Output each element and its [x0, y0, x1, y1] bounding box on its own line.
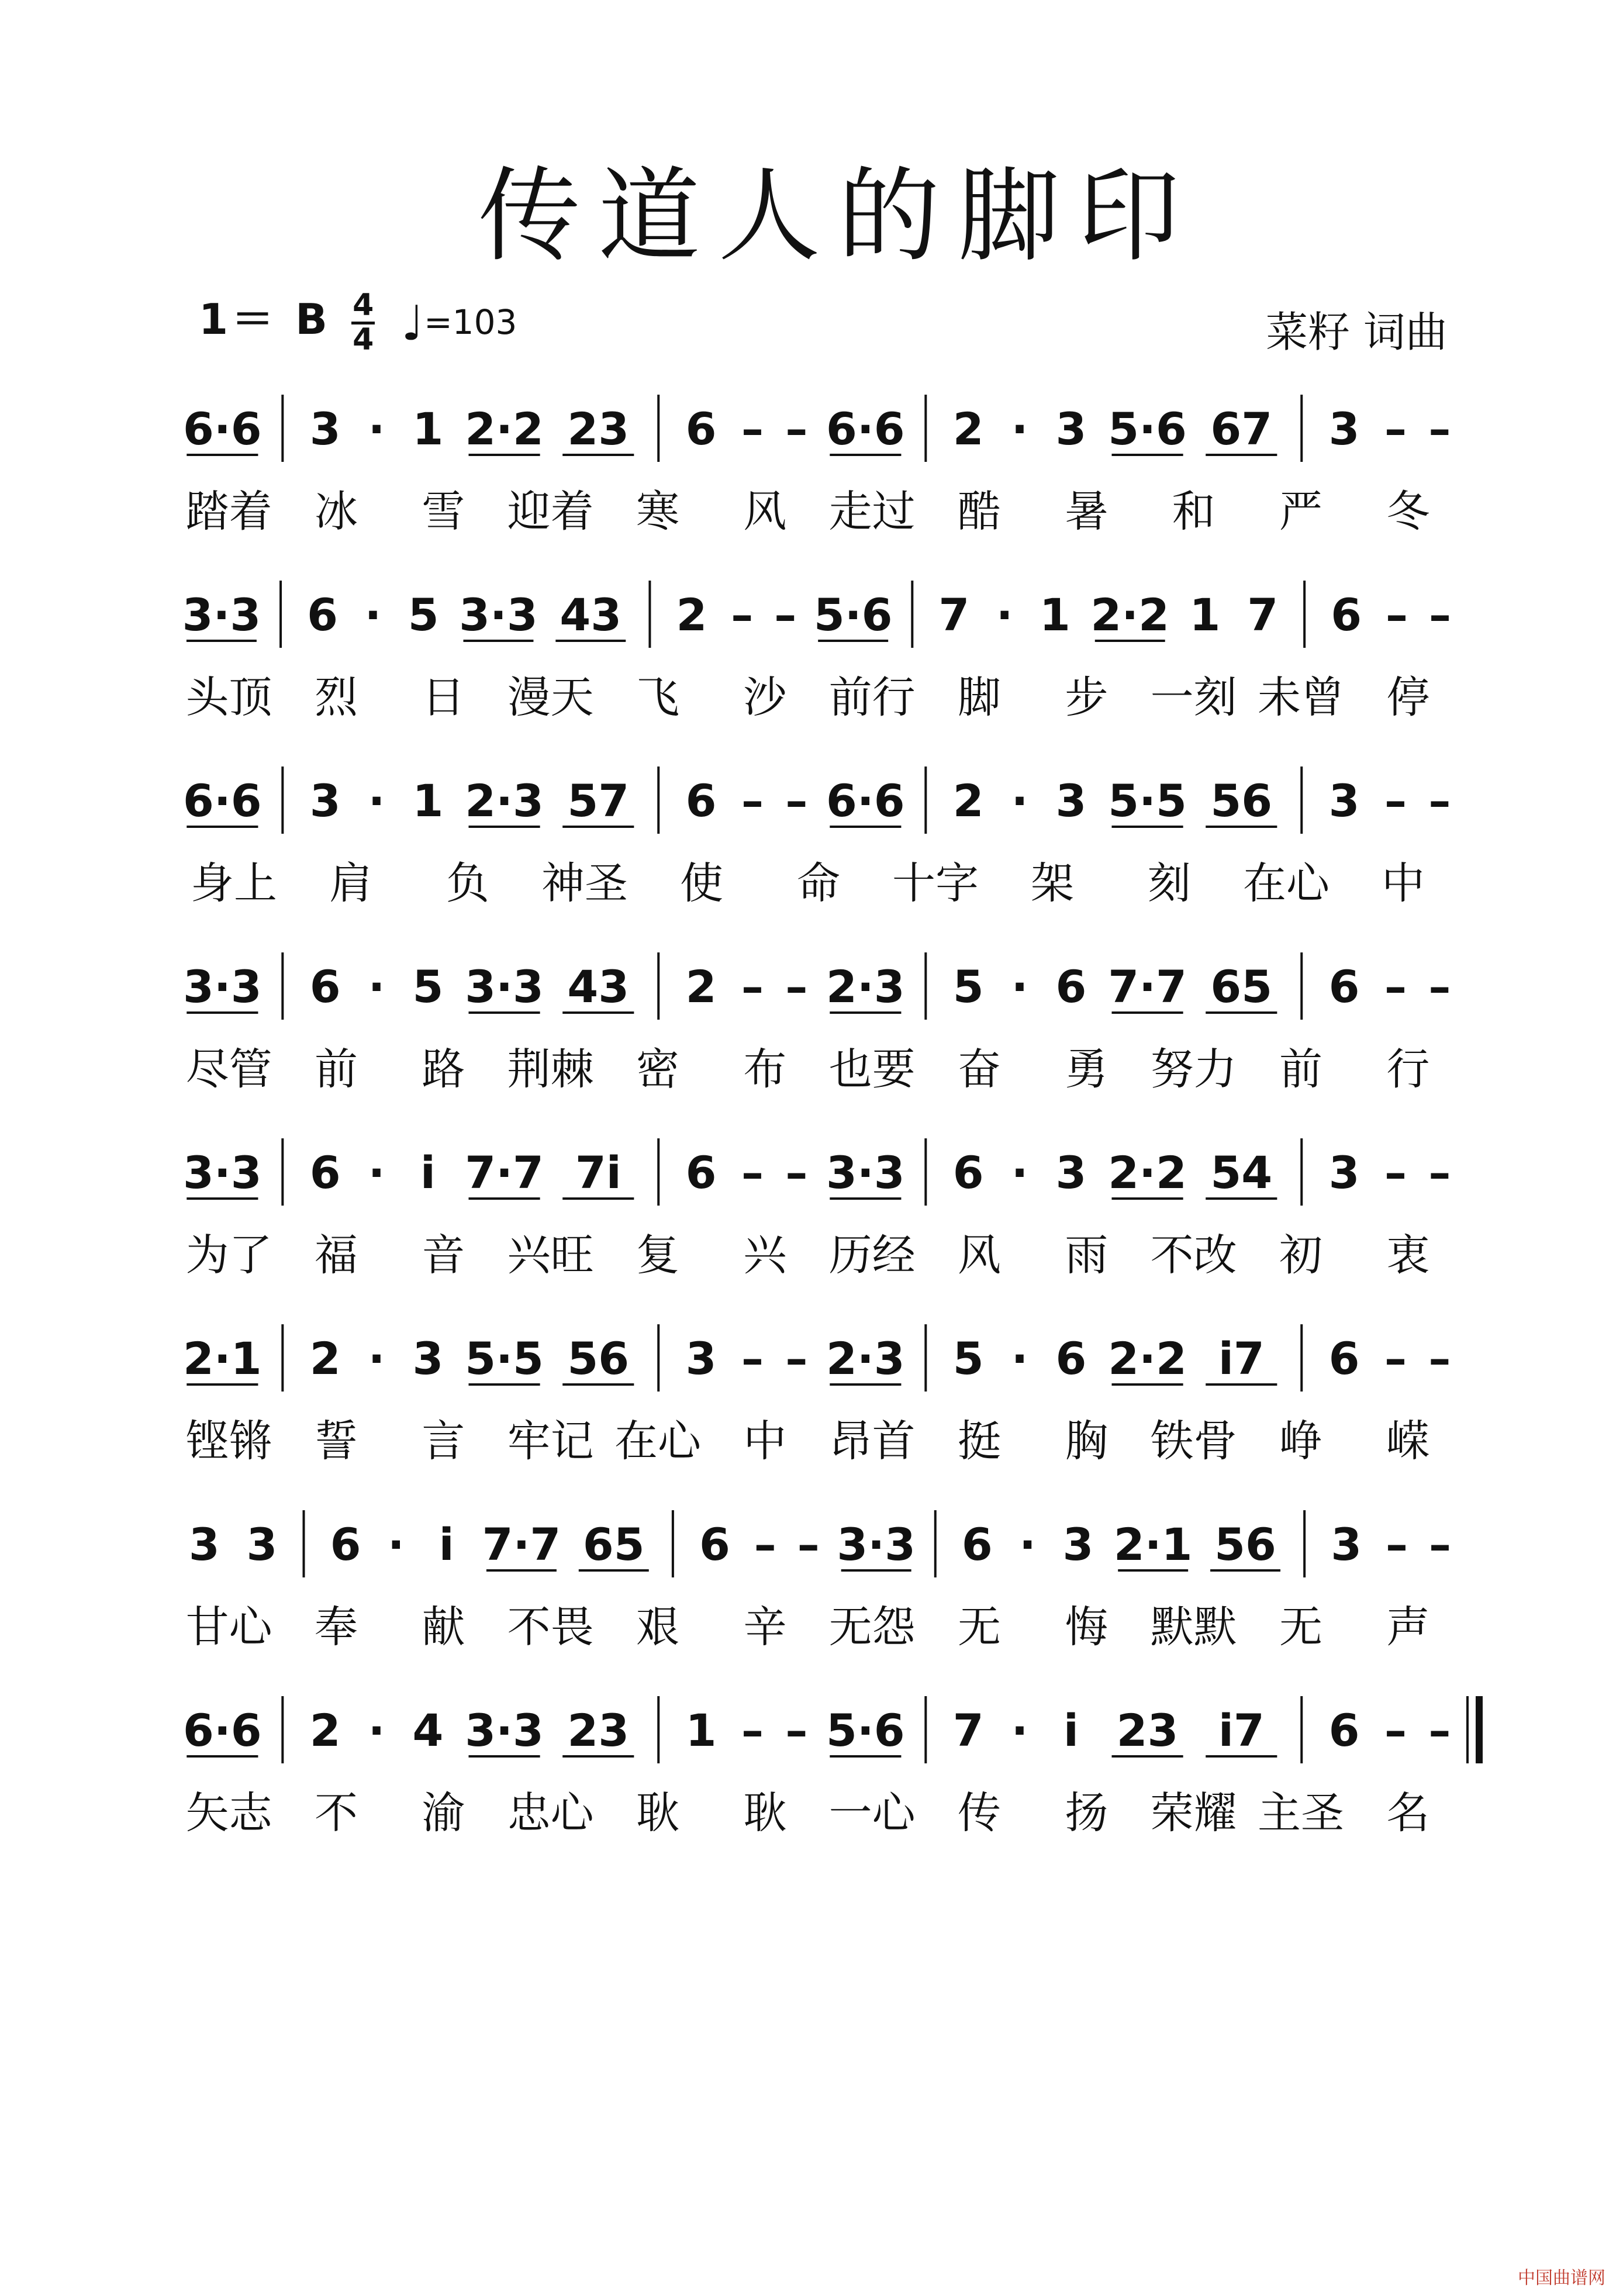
tempo-value: =103 — [424, 302, 517, 342]
dash-extension: – — [1386, 589, 1408, 641]
note-group: 2·1 — [183, 1332, 262, 1384]
lyric-word: 肩 — [329, 858, 372, 909]
lyric-word: 前 — [1279, 1044, 1322, 1095]
lyric-word: 步 — [1065, 672, 1109, 723]
score-system — [183, 1324, 1451, 1466]
lyric-word: 漫天 — [507, 672, 594, 723]
lyric-word: 脚 — [958, 672, 1001, 723]
lyric-word: 飞 — [636, 672, 679, 723]
lyric-word: 命 — [797, 858, 840, 909]
dot-extension: · — [1011, 1147, 1028, 1199]
note-group: 4 — [412, 1704, 444, 1756]
lyric-word: 铁骨 — [1150, 1416, 1237, 1466]
author-credit: 菜籽 词曲 — [1266, 308, 1448, 357]
lyric-word: 走过 — [828, 486, 916, 537]
lyric-word: 艰 — [636, 1602, 679, 1652]
lyric-word: 雪 — [422, 486, 465, 537]
note-group: 7i — [575, 1147, 621, 1199]
lyric-word: 誓 — [315, 1416, 358, 1466]
note-group: 2 — [952, 775, 984, 827]
note-group: 2·2 — [1108, 1147, 1187, 1199]
lyric-word: 冬 — [1386, 486, 1430, 537]
lyric-word: 冰 — [315, 486, 358, 537]
note-group: 3 — [1055, 775, 1087, 827]
lyric-word: 福 — [315, 1230, 358, 1280]
note-group: 2·1 — [1113, 1518, 1193, 1570]
dash-extension: – — [741, 1332, 764, 1384]
note-group: 6 — [961, 1518, 993, 1570]
lyric-word: 不 — [315, 1788, 358, 1838]
dot-extension: · — [368, 1704, 385, 1756]
lyric-word: 酷 — [958, 486, 1001, 537]
note-group: 6 — [307, 589, 339, 641]
lyric-word: 负 — [446, 858, 489, 909]
lyric-word: 扬 — [1065, 1788, 1109, 1838]
note-group: 2·3 — [826, 961, 905, 1013]
dash-extension: – — [1428, 403, 1451, 455]
dot-extension: · — [368, 1147, 385, 1199]
dash-extension: – — [741, 961, 764, 1013]
note-group: 56 — [567, 1332, 630, 1384]
dash-extension: – — [785, 1147, 808, 1199]
note-group: 5·5 — [465, 1332, 544, 1384]
lyric-word: 未曾 — [1258, 672, 1344, 723]
dot-extension: · — [996, 589, 1013, 641]
lyric-word: 头顶 — [185, 672, 272, 723]
note-group: 6 — [685, 1147, 717, 1199]
time-top: 4 — [351, 290, 375, 324]
lyric-word: 悔 — [1065, 1602, 1109, 1652]
quarter-note-icon: ♩ — [401, 296, 424, 351]
lyric-word: 布 — [743, 1044, 787, 1095]
lyric-word: 献 — [422, 1602, 465, 1652]
note-group: 2 — [676, 589, 707, 641]
note-group: 6 — [699, 1518, 730, 1570]
lyric-word: 主圣 — [1258, 1788, 1344, 1838]
note-group: 6·6 — [183, 775, 262, 827]
note-group: 3·3 — [183, 961, 262, 1013]
lyric-word: 中 — [743, 1416, 787, 1466]
lyric-word: 风 — [743, 486, 787, 537]
note-group: 2·3 — [465, 775, 544, 827]
lyric-word: 前 — [315, 1044, 358, 1095]
note-group: 3·3 — [837, 1518, 916, 1570]
dash-extension: – — [731, 589, 754, 641]
lyric-word: 峥 — [1279, 1416, 1322, 1466]
lyric-word: 复 — [636, 1230, 679, 1280]
lyric-word: 历经 — [828, 1230, 916, 1280]
note-group: 5 — [408, 589, 439, 641]
lyric-word: 行 — [1386, 1044, 1430, 1095]
note-group: i7 — [1218, 1332, 1265, 1384]
dash-extension: – — [785, 1704, 808, 1756]
note-group: 7·7 — [465, 1147, 544, 1199]
lyric-word: 停 — [1386, 672, 1430, 723]
note-group: 65 — [1210, 961, 1273, 1013]
note-group: 2·3 — [826, 1332, 905, 1384]
lyric-word: 一刻 — [1150, 672, 1237, 723]
note-group: 23 — [567, 1704, 630, 1756]
lyric-word: 胸 — [1065, 1416, 1109, 1466]
lyric-word: 辛 — [743, 1602, 787, 1652]
lyric-word: 烈 — [315, 672, 358, 723]
note-group: 5·5 — [1108, 775, 1187, 827]
lyric-word: 踏着 — [185, 486, 272, 537]
dash-extension: – — [1428, 961, 1451, 1013]
lyric-word: 奉 — [315, 1602, 358, 1652]
lyric-word: 勇 — [1065, 1044, 1109, 1095]
dot-extension: · — [1019, 1518, 1037, 1570]
dash-extension: – — [774, 589, 797, 641]
note-group: 5·6 — [826, 1704, 905, 1756]
note-group: 3·3 — [182, 589, 261, 641]
lyric-word: 耿 — [636, 1788, 679, 1838]
note-group: 23 — [567, 403, 630, 455]
note-group: 5·6 — [1108, 403, 1187, 455]
dash-extension: – — [1428, 1704, 1451, 1756]
lyric-word: 言 — [422, 1416, 465, 1466]
lyric-word: 无怨 — [828, 1602, 916, 1652]
dash-extension: – — [1384, 775, 1407, 827]
final-bar-thick — [1476, 1696, 1483, 1763]
lyric-word: 在心 — [614, 1416, 701, 1466]
score-system — [183, 1138, 1451, 1280]
note-group: 2 — [309, 1704, 341, 1756]
lyric-word: 尽管 — [185, 1044, 272, 1095]
dash-extension: – — [741, 1704, 764, 1756]
note-group: 7 — [1247, 589, 1279, 641]
dash-extension: – — [1386, 1518, 1408, 1570]
dash-extension: – — [1428, 1147, 1451, 1199]
note-group: 3 — [309, 775, 341, 827]
lyric-word: 铿锵 — [185, 1416, 272, 1466]
note-group: 6 — [1331, 589, 1362, 641]
note-group: 3 — [188, 1518, 220, 1570]
note-group: 65 — [582, 1518, 645, 1570]
lyric-word: 荆棘 — [507, 1044, 594, 1095]
lyric-word: 身上 — [191, 858, 277, 909]
note-group: 23 — [1116, 1704, 1179, 1756]
lyric-word: 前行 — [828, 672, 916, 723]
note-group: 6 — [330, 1518, 361, 1570]
note-group: 6 — [952, 1147, 984, 1199]
score-system — [186, 1510, 1451, 1652]
dash-extension: – — [741, 1147, 764, 1199]
lyric-word: 奋 — [958, 1044, 1001, 1095]
score-system — [183, 952, 1451, 1095]
note-group: 6 — [685, 403, 717, 455]
lyric-word: 密 — [636, 1044, 679, 1095]
note-group: 2 — [309, 1332, 341, 1384]
dash-extension: – — [1429, 589, 1452, 641]
lyric-word: 和 — [1172, 486, 1215, 537]
note-group: 3 — [1328, 775, 1360, 827]
note-group: 3·3 — [459, 589, 538, 641]
dash-extension: – — [1384, 1704, 1407, 1756]
note-group: 3 — [1062, 1518, 1094, 1570]
dash-extension: – — [1384, 1147, 1407, 1199]
lyric-word: 严 — [1279, 486, 1322, 537]
note-group: 56 — [1210, 775, 1273, 827]
lyric-word: 矢志 — [185, 1788, 272, 1838]
note-group: 3 — [1055, 1147, 1087, 1199]
score-system — [183, 767, 1451, 909]
lyric-word: 使 — [680, 858, 723, 909]
lyric-word: 初 — [1279, 1230, 1322, 1280]
note-group: 2·2 — [1108, 1332, 1187, 1384]
note-group: 5 — [952, 1332, 984, 1384]
lyric-word: 为了 — [185, 1230, 272, 1280]
lyric-word: 耿 — [743, 1788, 787, 1838]
lyric-word: 渝 — [422, 1788, 465, 1838]
note-group: 56 — [1214, 1518, 1276, 1570]
note-group: 2·2 — [465, 403, 544, 455]
lyric-word: 忠心 — [507, 1788, 594, 1838]
note-group: 3 — [1055, 403, 1087, 455]
note-group: 3 — [1331, 1518, 1362, 1570]
note-group: 3 — [1328, 1147, 1360, 1199]
dot-extension: · — [1011, 961, 1028, 1013]
note-group: 3·3 — [826, 1147, 905, 1199]
lyric-word: 雨 — [1065, 1230, 1109, 1280]
dot-extension: · — [368, 1332, 385, 1384]
dash-extension: – — [1384, 961, 1407, 1013]
score-system — [183, 395, 1451, 537]
dash-extension: – — [1428, 775, 1451, 827]
note-group: 6 — [1328, 1704, 1360, 1756]
score-system — [183, 1696, 1483, 1838]
dash-extension: – — [741, 403, 764, 455]
note-group: 7·7 — [482, 1518, 561, 1570]
lyric-word: 兴 — [743, 1230, 787, 1280]
note-group: 1 — [685, 1704, 717, 1756]
note-group: 5·6 — [813, 589, 893, 641]
note-group: 7 — [952, 1704, 984, 1756]
dash-extension: – — [785, 403, 808, 455]
note-group: 6 — [1055, 961, 1087, 1013]
lyric-word: 十字 — [892, 858, 979, 909]
dot-extension: · — [1011, 403, 1028, 455]
dot-extension: · — [368, 961, 385, 1013]
lyric-word: 架 — [1031, 858, 1074, 909]
note-group: 1 — [1040, 589, 1071, 641]
note-group: 6 — [685, 775, 717, 827]
note-group: 43 — [567, 961, 630, 1013]
lyric-word: 寒 — [636, 486, 679, 537]
note-group: 57 — [567, 775, 630, 827]
lyric-word: 无 — [958, 1602, 1001, 1652]
lyric-word: 音 — [422, 1230, 465, 1280]
dot-extension: · — [1011, 775, 1028, 827]
dash-extension: – — [785, 775, 808, 827]
dash-extension: – — [1428, 1332, 1451, 1384]
note-group: i7 — [1218, 1704, 1265, 1756]
lyric-word: 不改 — [1150, 1230, 1237, 1280]
lyric-word: 风 — [958, 1230, 1001, 1280]
lyric-word: 路 — [422, 1044, 465, 1095]
note-group: i — [420, 1147, 436, 1199]
note-group: 6·6 — [183, 1704, 262, 1756]
lyric-word: 名 — [1386, 1788, 1430, 1838]
note-group: 6·6 — [826, 775, 905, 827]
dot-extension: · — [387, 1518, 405, 1570]
lyric-word: 在心 — [1243, 858, 1330, 909]
lyric-word: 一心 — [828, 1788, 916, 1838]
dash-extension: – — [1384, 1332, 1407, 1384]
note-group: 3 — [685, 1332, 717, 1384]
song-title: 传道人的脚印 — [478, 157, 1197, 276]
key-label: 1＝ B — [199, 295, 331, 344]
note-group: 3 — [412, 1332, 444, 1384]
dash-extension: – — [785, 1332, 808, 1384]
note-group: 1 — [1189, 589, 1221, 641]
note-group: 7·7 — [1108, 961, 1187, 1013]
note-group: 3·3 — [465, 1704, 544, 1756]
note-group: 3·3 — [183, 1147, 262, 1199]
lyric-word: 努力 — [1150, 1044, 1237, 1095]
note-group: 3 — [309, 403, 341, 455]
dash-extension: – — [754, 1518, 776, 1570]
note-group: 5 — [952, 961, 984, 1013]
dash-extension: – — [785, 961, 808, 1013]
note-group: 67 — [1210, 403, 1273, 455]
lyric-word: 无 — [1279, 1602, 1322, 1652]
note-group: 1 — [412, 403, 444, 455]
note-group: 6·6 — [183, 403, 262, 455]
lyric-word: 不畏 — [507, 1602, 594, 1652]
lyric-word: 神圣 — [541, 858, 628, 909]
note-group: 6·6 — [826, 403, 905, 455]
note-group: 6 — [309, 1147, 341, 1199]
dot-extension: · — [1011, 1704, 1028, 1756]
note-group: 6 — [1328, 1332, 1360, 1384]
lyric-word: 暑 — [1065, 486, 1109, 537]
note-group: 3 — [1328, 403, 1360, 455]
note-group: 1 — [412, 775, 444, 827]
note-group: 3·3 — [465, 961, 544, 1013]
score-system — [182, 581, 1451, 723]
note-group: 43 — [560, 589, 622, 641]
time-bottom: 4 — [353, 322, 374, 357]
dash-extension: – — [741, 775, 764, 827]
site-watermark: 中国曲谱网 — [1518, 2268, 1605, 2288]
note-group: 6 — [309, 961, 341, 1013]
lyric-word: 荣耀 — [1150, 1788, 1237, 1838]
note-group: i — [438, 1518, 454, 1570]
note-group: i — [1063, 1704, 1079, 1756]
note-group: 3 — [246, 1518, 278, 1570]
note-group: 6 — [1328, 961, 1360, 1013]
lyric-word: 传 — [958, 1788, 1001, 1838]
lyric-word: 牢记 — [507, 1416, 594, 1466]
lyric-word: 嵘 — [1386, 1416, 1430, 1466]
lyric-word: 刻 — [1148, 858, 1191, 909]
lyric-word: 兴旺 — [507, 1230, 594, 1280]
lyric-word: 默默 — [1150, 1602, 1237, 1652]
lyric-word: 昂首 — [828, 1416, 916, 1466]
lyric-word: 声 — [1386, 1602, 1430, 1652]
note-group: 6 — [1055, 1332, 1087, 1384]
note-group: 2 — [685, 961, 717, 1013]
dot-extension: · — [368, 775, 385, 827]
dot-extension: · — [364, 589, 382, 641]
dash-extension: – — [1384, 403, 1407, 455]
note-group: 2 — [952, 403, 984, 455]
lyric-word: 甘心 — [185, 1602, 272, 1652]
note-group: 2·2 — [1090, 589, 1170, 641]
lyric-word: 也要 — [828, 1044, 916, 1095]
note-group: 7 — [938, 589, 970, 641]
note-group: 5 — [412, 961, 444, 1013]
lyric-word: 沙 — [743, 672, 787, 723]
note-group: 54 — [1210, 1147, 1273, 1199]
lyric-word: 日 — [422, 672, 465, 723]
lyric-word: 衷 — [1386, 1230, 1430, 1280]
dash-extension: – — [1429, 1518, 1452, 1570]
lyric-word: 挺 — [958, 1416, 1001, 1466]
dot-extension: · — [1011, 1332, 1028, 1384]
lyric-word: 中 — [1382, 858, 1425, 909]
dash-extension: – — [797, 1518, 820, 1570]
lyric-word: 迎着 — [507, 486, 594, 537]
dot-extension: · — [368, 403, 385, 455]
